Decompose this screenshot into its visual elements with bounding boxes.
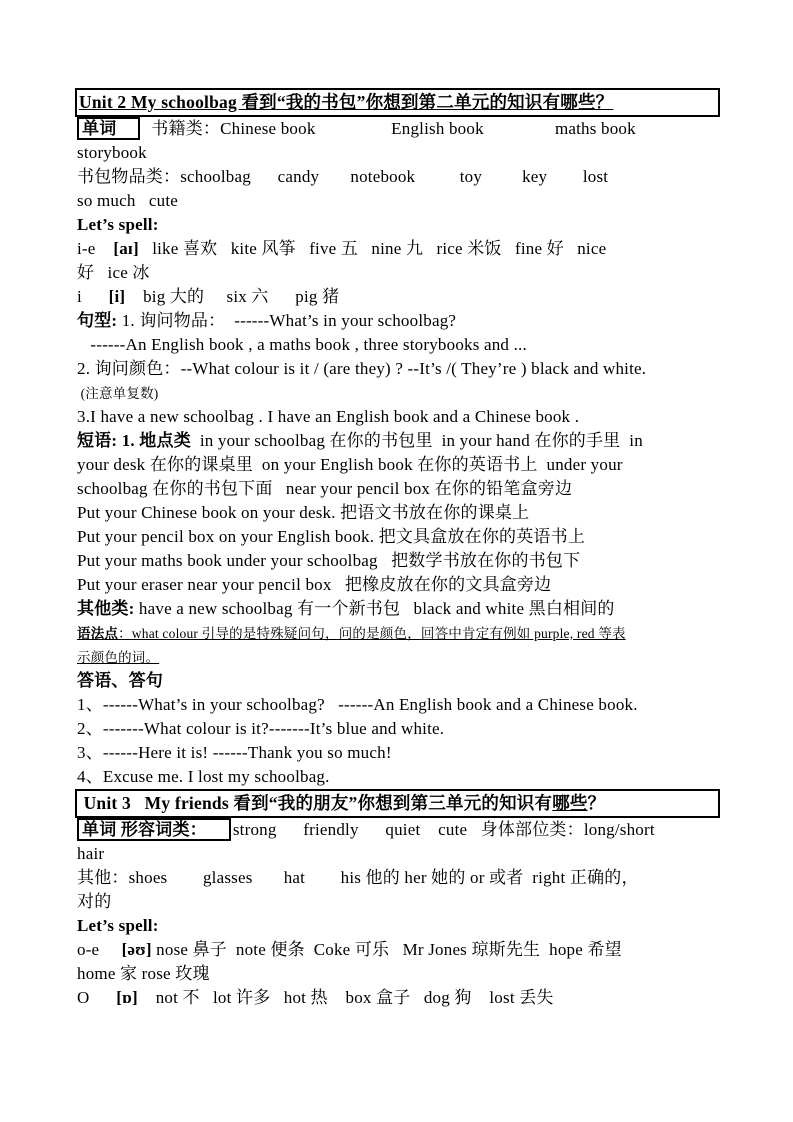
unit2-answer-3 — [77, 741, 720, 765]
unit2-answer-1 — [77, 693, 720, 717]
text-segment: big 大的 six 六 pig 猪 — [125, 287, 340, 306]
unit2-grammar-note-2 — [77, 645, 720, 669]
text-segment: o-e — [77, 940, 122, 959]
boxed-label: 单词 形容词类： — [77, 818, 231, 841]
unit3-title — [75, 789, 720, 818]
text-segment: ：what colour 引导的是特殊疑问句，问的是颜色，回答中肯定有例如 purple, red 等表 — [118, 626, 626, 641]
text-segment: ？ — [587, 793, 606, 813]
text-segment: Let’s spell: — [77, 215, 159, 234]
unit2-phrases-put-1 — [77, 501, 720, 525]
text-segment: 1、------What’s in your schoolbag? ------An English book and a Chinese book. — [77, 695, 638, 714]
text-segment: have a new schoolbag 有一个新书包 black and white 黑白相间的 — [134, 599, 615, 618]
text-segment: 1. 询问物品： ------What’s in your schoolbag? — [117, 311, 457, 330]
unit2-phrases-location-2 — [77, 453, 720, 477]
unit2-words-books — [77, 117, 720, 141]
text-segment: Unit 2 My schoolbag 看到“我的书包”你想到第二单元的知识有哪些？ — [79, 92, 614, 112]
unit2-lets-spell-heading — [77, 213, 720, 237]
text-segment: i-e — [77, 239, 114, 258]
text-segment: your desk 在你的课桌里 on your English book 在你的英语书上 under your — [77, 455, 623, 474]
text-segment: so much cute — [77, 191, 178, 210]
unit3-spell-oe — [77, 938, 720, 962]
text-segment: 2. 询问颜色：--What colour is it / (are they) ? --It’s /( They’re ) black and white. — [77, 359, 647, 378]
text-segment: [i] — [108, 287, 126, 306]
text-segment: 其他类: — [77, 599, 135, 618]
text-segment: 其他：shoes glasses hat his 他的 her 她的 or 或者 right 正确的， — [77, 868, 639, 887]
unit2-answers-heading — [77, 669, 720, 693]
text-segment: 答语、答句 — [77, 671, 163, 690]
text-segment: Let’s spell: — [77, 916, 159, 935]
text-segment: Unit 3 My friends 看到“我的朋友”你想到第三单元的知识有 — [79, 793, 553, 813]
unit2-sentence-patterns-2-note — [77, 381, 720, 405]
unit3-words-other — [77, 866, 720, 890]
text-segment: (注意单复数) — [77, 386, 159, 401]
unit2-phrases-location-1 — [77, 429, 720, 453]
unit3-spell-oe-cont — [77, 962, 720, 986]
text-segment: [əʊ] — [121, 940, 152, 959]
unit2-grammar-note-1 — [77, 621, 720, 645]
unit2-words-bag-items — [77, 165, 720, 189]
text-segment: 3.I have a new schoolbag . I have an English book and a Chinese book . — [77, 407, 580, 426]
text-segment: in your schoolbag 在你的书包里 in your hand 在你的手里 in — [190, 431, 643, 450]
text-segment: not 不 lot 许多 hot 热 box 盒子 dog 狗 lost 丢失 — [137, 988, 554, 1007]
text-segment: Put your pencil box on your English book. 把文具盒放在你的英语书上 — [77, 527, 586, 546]
text-segment: strong friendly quiet cute 身体部位类：long/short — [232, 820, 655, 839]
unit2-answer-4 — [77, 765, 720, 789]
unit3-spell-o — [77, 986, 720, 1010]
unit3-words-other-cont — [77, 890, 720, 914]
unit2-answer-2 — [77, 717, 720, 741]
unit2-sentence-patterns-3 — [77, 405, 720, 429]
text-segment: 示颜色的词。 — [77, 650, 160, 665]
text-segment: Put your maths book under your schoolbag 把数学书放在你的书包下 — [77, 551, 581, 570]
document-page — [77, 88, 720, 1010]
text-segment: 句型: — [77, 311, 118, 330]
unit2-spell-ie — [77, 237, 720, 261]
unit3-words-adjectives — [77, 818, 720, 842]
text-segment: 3、------Here it is! ------Thank you so much! — [77, 743, 392, 762]
text-segment: [aɪ] — [113, 239, 139, 258]
unit3-words-adjectives-cont — [77, 842, 720, 866]
text-segment: 书籍类：Chinese book English book maths book — [142, 119, 636, 138]
unit2-sentence-patterns-1 — [77, 309, 720, 333]
boxed-label: 单词 — [77, 117, 140, 140]
text-segment: home 家 rose 玫瑰 — [77, 964, 210, 983]
unit2-title — [75, 88, 720, 117]
unit2-phrases-put-4 — [77, 573, 720, 597]
unit2-sentence-patterns-1-answer — [77, 333, 720, 357]
text-segment: 好 ice 冰 — [77, 263, 150, 282]
unit2-words-bag-items-cont — [77, 189, 720, 213]
text-segment: ------An English book , a maths book , three storybooks and ... — [77, 335, 527, 354]
unit2-phrases-put-2 — [77, 525, 720, 549]
unit2-words-books-cont — [77, 141, 720, 165]
text-segment: storybook — [77, 143, 147, 162]
unit2-sentence-patterns-2 — [77, 357, 720, 381]
text-segment: 语法点 — [77, 626, 119, 641]
text-segment: [ɒ] — [116, 988, 138, 1007]
unit3-lets-spell-heading — [77, 914, 720, 938]
text-segment: nose 鼻子 note 便条 Coke 可乐 Mr Jones 琼斯先生 hope 希望 — [151, 940, 622, 959]
text-segment: 哪些 — [552, 793, 588, 813]
text-segment: Put your Chinese book on your desk. 把语文书放在你的课桌上 — [77, 503, 530, 522]
text-segment: O — [77, 988, 117, 1007]
text-segment: 对的 — [77, 892, 112, 911]
text-segment: i — [77, 287, 109, 306]
unit2-phrases-put-3 — [77, 549, 720, 573]
text-segment: schoolbag 在你的书包下面 near your pencil box 在你的铅笔盒旁边 — [77, 479, 573, 498]
unit2-spell-i — [77, 285, 720, 309]
unit2-phrases-other — [77, 597, 720, 621]
unit2-spell-ie-cont — [77, 261, 720, 285]
unit2-phrases-location-3 — [77, 477, 720, 501]
text-segment: 4、Excuse me. I lost my schoolbag. — [77, 767, 330, 786]
text-segment: hair — [77, 844, 105, 863]
text-segment: 书包物品类：schoolbag candy notebook toy key lost — [77, 167, 609, 186]
text-segment: like 喜欢 kite 风筝 five 五 nine 九 rice 米饭 fine 好 nice — [138, 239, 607, 258]
text-segment: 短语: 1. 地点类 — [77, 431, 191, 450]
text-segment: Put your eraser near your pencil box 把橡皮放在你的文具盒旁边 — [77, 575, 552, 594]
text-segment: 2、-------What colour is it?-------It’s blue and white. — [77, 719, 445, 738]
